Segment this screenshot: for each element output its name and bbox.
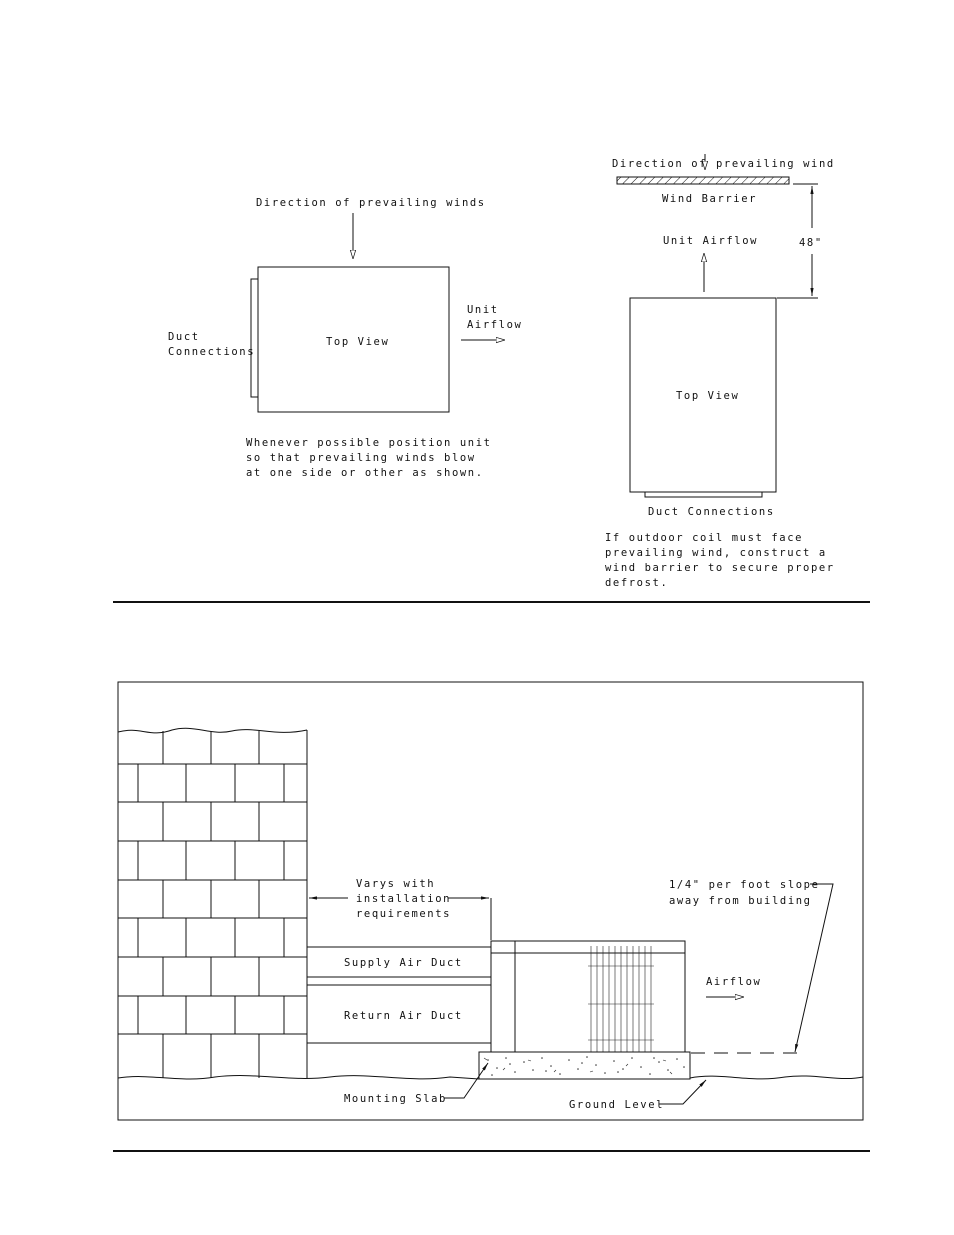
slope-leader-arrow: [795, 884, 833, 1052]
duct-connections-label-1: Duct: [168, 331, 200, 343]
side-view-panel: [118, 682, 863, 1120]
varies-line-3: requirements: [356, 908, 452, 920]
note-line-2: so that prevailing winds blow: [246, 452, 476, 464]
right-note-line-1: If outdoor coil must face: [605, 532, 804, 544]
brick-wall: [118, 728, 307, 1078]
concrete-texture: [487, 1056, 685, 1076]
unit-airflow-label-1: Unit: [467, 304, 499, 316]
supply-air-duct-label: Supply Air Duct: [344, 957, 463, 969]
right-note-line-3: wind barrier to secure proper: [605, 562, 835, 574]
varies-line-2: installation: [356, 893, 452, 905]
top-view-label: Top View: [326, 336, 390, 348]
prevailing-wind-label: prevailing wind: [716, 158, 835, 170]
right-note-line-2: prevailing wind, construct a: [605, 547, 827, 559]
duct-connection-strip: [251, 279, 258, 397]
slope-line-2: away from building: [669, 895, 812, 907]
mounting-slab-label: Mounting Slab: [344, 1093, 447, 1105]
ground-line-left: [118, 1076, 479, 1079]
duct-connections-right-label: Duct Connections: [648, 506, 775, 518]
return-air-duct-label: Return Air Duct: [344, 1010, 463, 1022]
varies-line-1: Varys with: [356, 878, 436, 890]
outdoor-unit-side-view: [491, 941, 685, 1052]
top-view-right-panel: [605, 154, 835, 589]
duct-connection-strip-right: [645, 492, 762, 497]
direction-of-label: Direction of: [612, 158, 708, 170]
ground-level-leader: [659, 1080, 706, 1104]
ground-level-label: Ground Level: [569, 1099, 665, 1111]
unit-airflow-label-2: Airflow: [467, 319, 523, 331]
slope-line-1: 1/4" per foot slope: [669, 879, 820, 891]
wind-barrier-label: Wind Barrier: [662, 193, 758, 205]
ground-line-right: [690, 1076, 863, 1079]
prevailing-winds-label: Direction of prevailing winds: [256, 197, 486, 209]
side-airflow-label: Airflow: [706, 976, 762, 988]
return-air-duct: [307, 985, 491, 1043]
mounting-slab-leader: [444, 1063, 488, 1098]
wind-barrier-icon: [617, 177, 789, 184]
top-view-left-panel: [168, 197, 522, 479]
duct-connections-label-2: Connections: [168, 346, 256, 358]
coil-fins-icon: [588, 946, 654, 1052]
unit-airflow-right-label: Unit Airflow: [663, 235, 759, 247]
note-line-3: at one side or other as shown.: [246, 467, 484, 479]
note-line-1: Whenever possible position unit: [246, 437, 492, 449]
supply-air-duct: [307, 947, 491, 977]
right-note-line-4: defrost.: [605, 577, 669, 589]
top-view-right-label: Top View: [676, 390, 740, 402]
dimension-48-label: 48": [799, 237, 823, 249]
mounting-slab: [479, 1052, 690, 1079]
